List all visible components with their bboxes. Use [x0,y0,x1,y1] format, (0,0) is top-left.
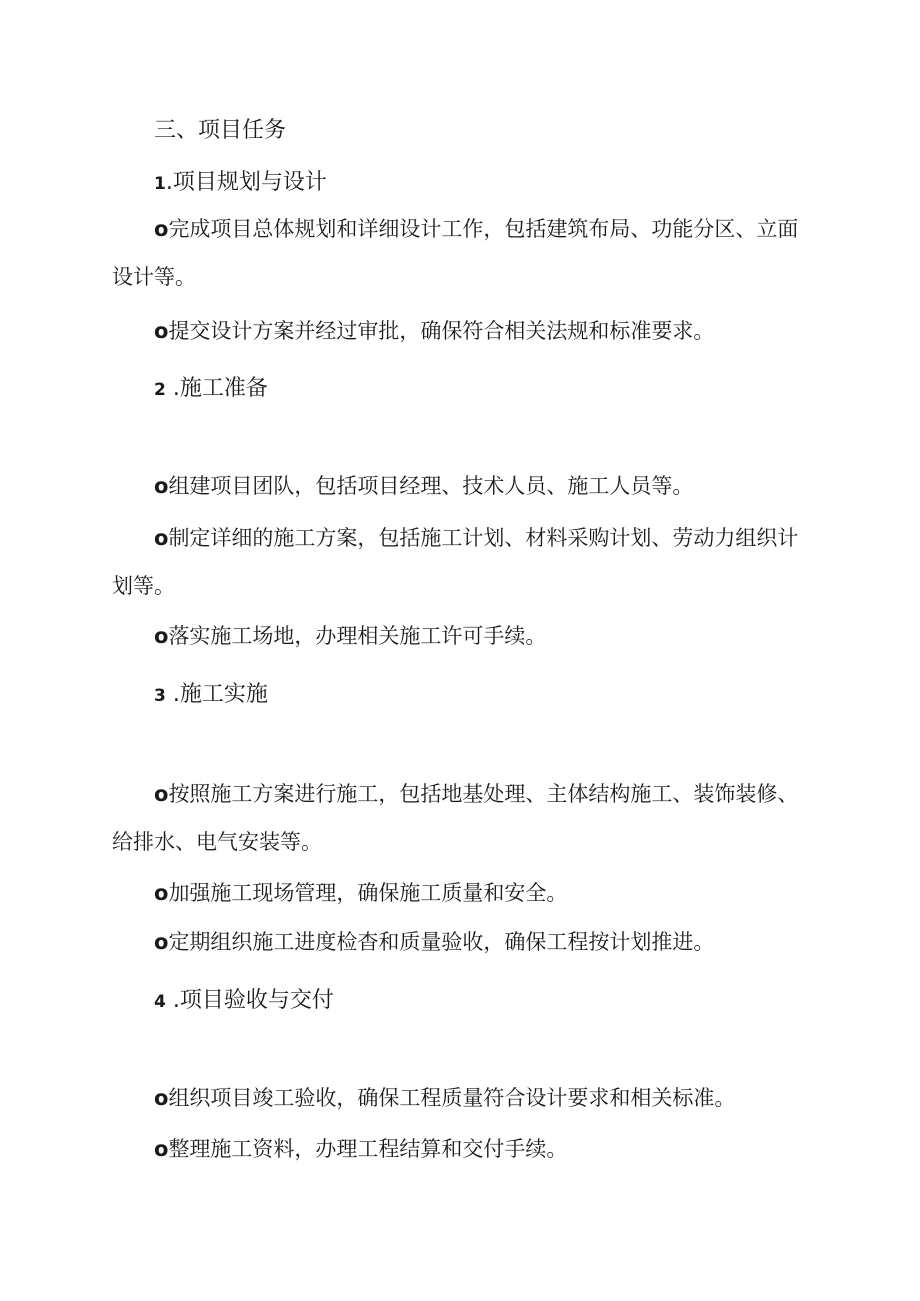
subsection-number: 2 [154,380,166,400]
subsection-number: 3 [154,686,166,706]
subsection-title: 施工准备 [179,376,268,401]
subsection-title: 施工实施 [179,682,268,707]
list-item-text: 组建项目团队，包括项目经理、技术人员、施工人员等。 [168,474,694,498]
list-item-text: 加强施工现场管理，确保施工质量和安全。 [168,881,568,905]
list-item-text: 整理施工资料，办理工程结算和交付手续。 [168,1137,568,1161]
list-item [112,770,802,866]
subsection-title: 项目规划与设计 [172,170,327,195]
bullet-icon: o [154,1086,169,1110]
bullet-icon: o [154,319,169,343]
subsection-heading-3 [154,680,268,711]
list-item-text: 提交设计方案并经过审批，确保符合相关法规和标准要求。 [168,319,715,343]
subsection-title: 项目验收与交付 [179,988,334,1013]
subsection-separator: . [165,988,180,1013]
subsection-heading-4 [154,986,334,1017]
bullet-icon: o [154,1137,169,1161]
subsection-heading-2 [154,374,268,405]
bullet-icon: o [154,782,169,806]
list-item [112,869,802,917]
list-item-text: 制定详细的施工方案，包括施工计划、材料采购计划、劳动力组织计划等。 [112,526,799,598]
list-item [112,1125,802,1173]
subsection-separator: . [165,376,180,401]
list-item [112,918,802,966]
list-item [112,1074,802,1122]
bullet-icon: o [154,930,169,954]
list-item-text: 落实施工场地，办理相关施工许可手续。 [168,624,547,648]
list-item-text: 组织项目竣工验收，确保工程质量符合设计要求和相关标准。 [168,1086,736,1110]
list-item-text: 按照施工方案进行施工，包括地基处理、主体结构施工、装饰装修、给排水、电气安装等。 [112,782,799,854]
subsection-number: 1 [154,174,166,194]
list-item [112,307,802,355]
list-item-text: 完成项目总体规划和详细设计工作，包括建筑布局、功能分区、立面设计等。 [112,217,799,289]
list-item [112,612,802,660]
list-item [112,514,802,610]
list-item [112,462,802,510]
list-item [112,205,802,301]
section-title: 三、项目任务 [154,118,287,143]
subsection-heading-1 [154,168,327,199]
bullet-icon: o [154,624,169,648]
bullet-icon: o [154,526,169,550]
list-item-text: 定期组织施工进度检杳和质量验收，确保工程按计划推进。 [168,930,715,954]
bullet-icon: o [154,217,169,241]
bullet-icon: o [154,881,169,905]
subsection-separator: . [165,170,173,195]
subsection-separator: . [165,682,180,707]
subsection-number: 4 [154,992,166,1012]
bullet-icon: o [154,474,169,498]
